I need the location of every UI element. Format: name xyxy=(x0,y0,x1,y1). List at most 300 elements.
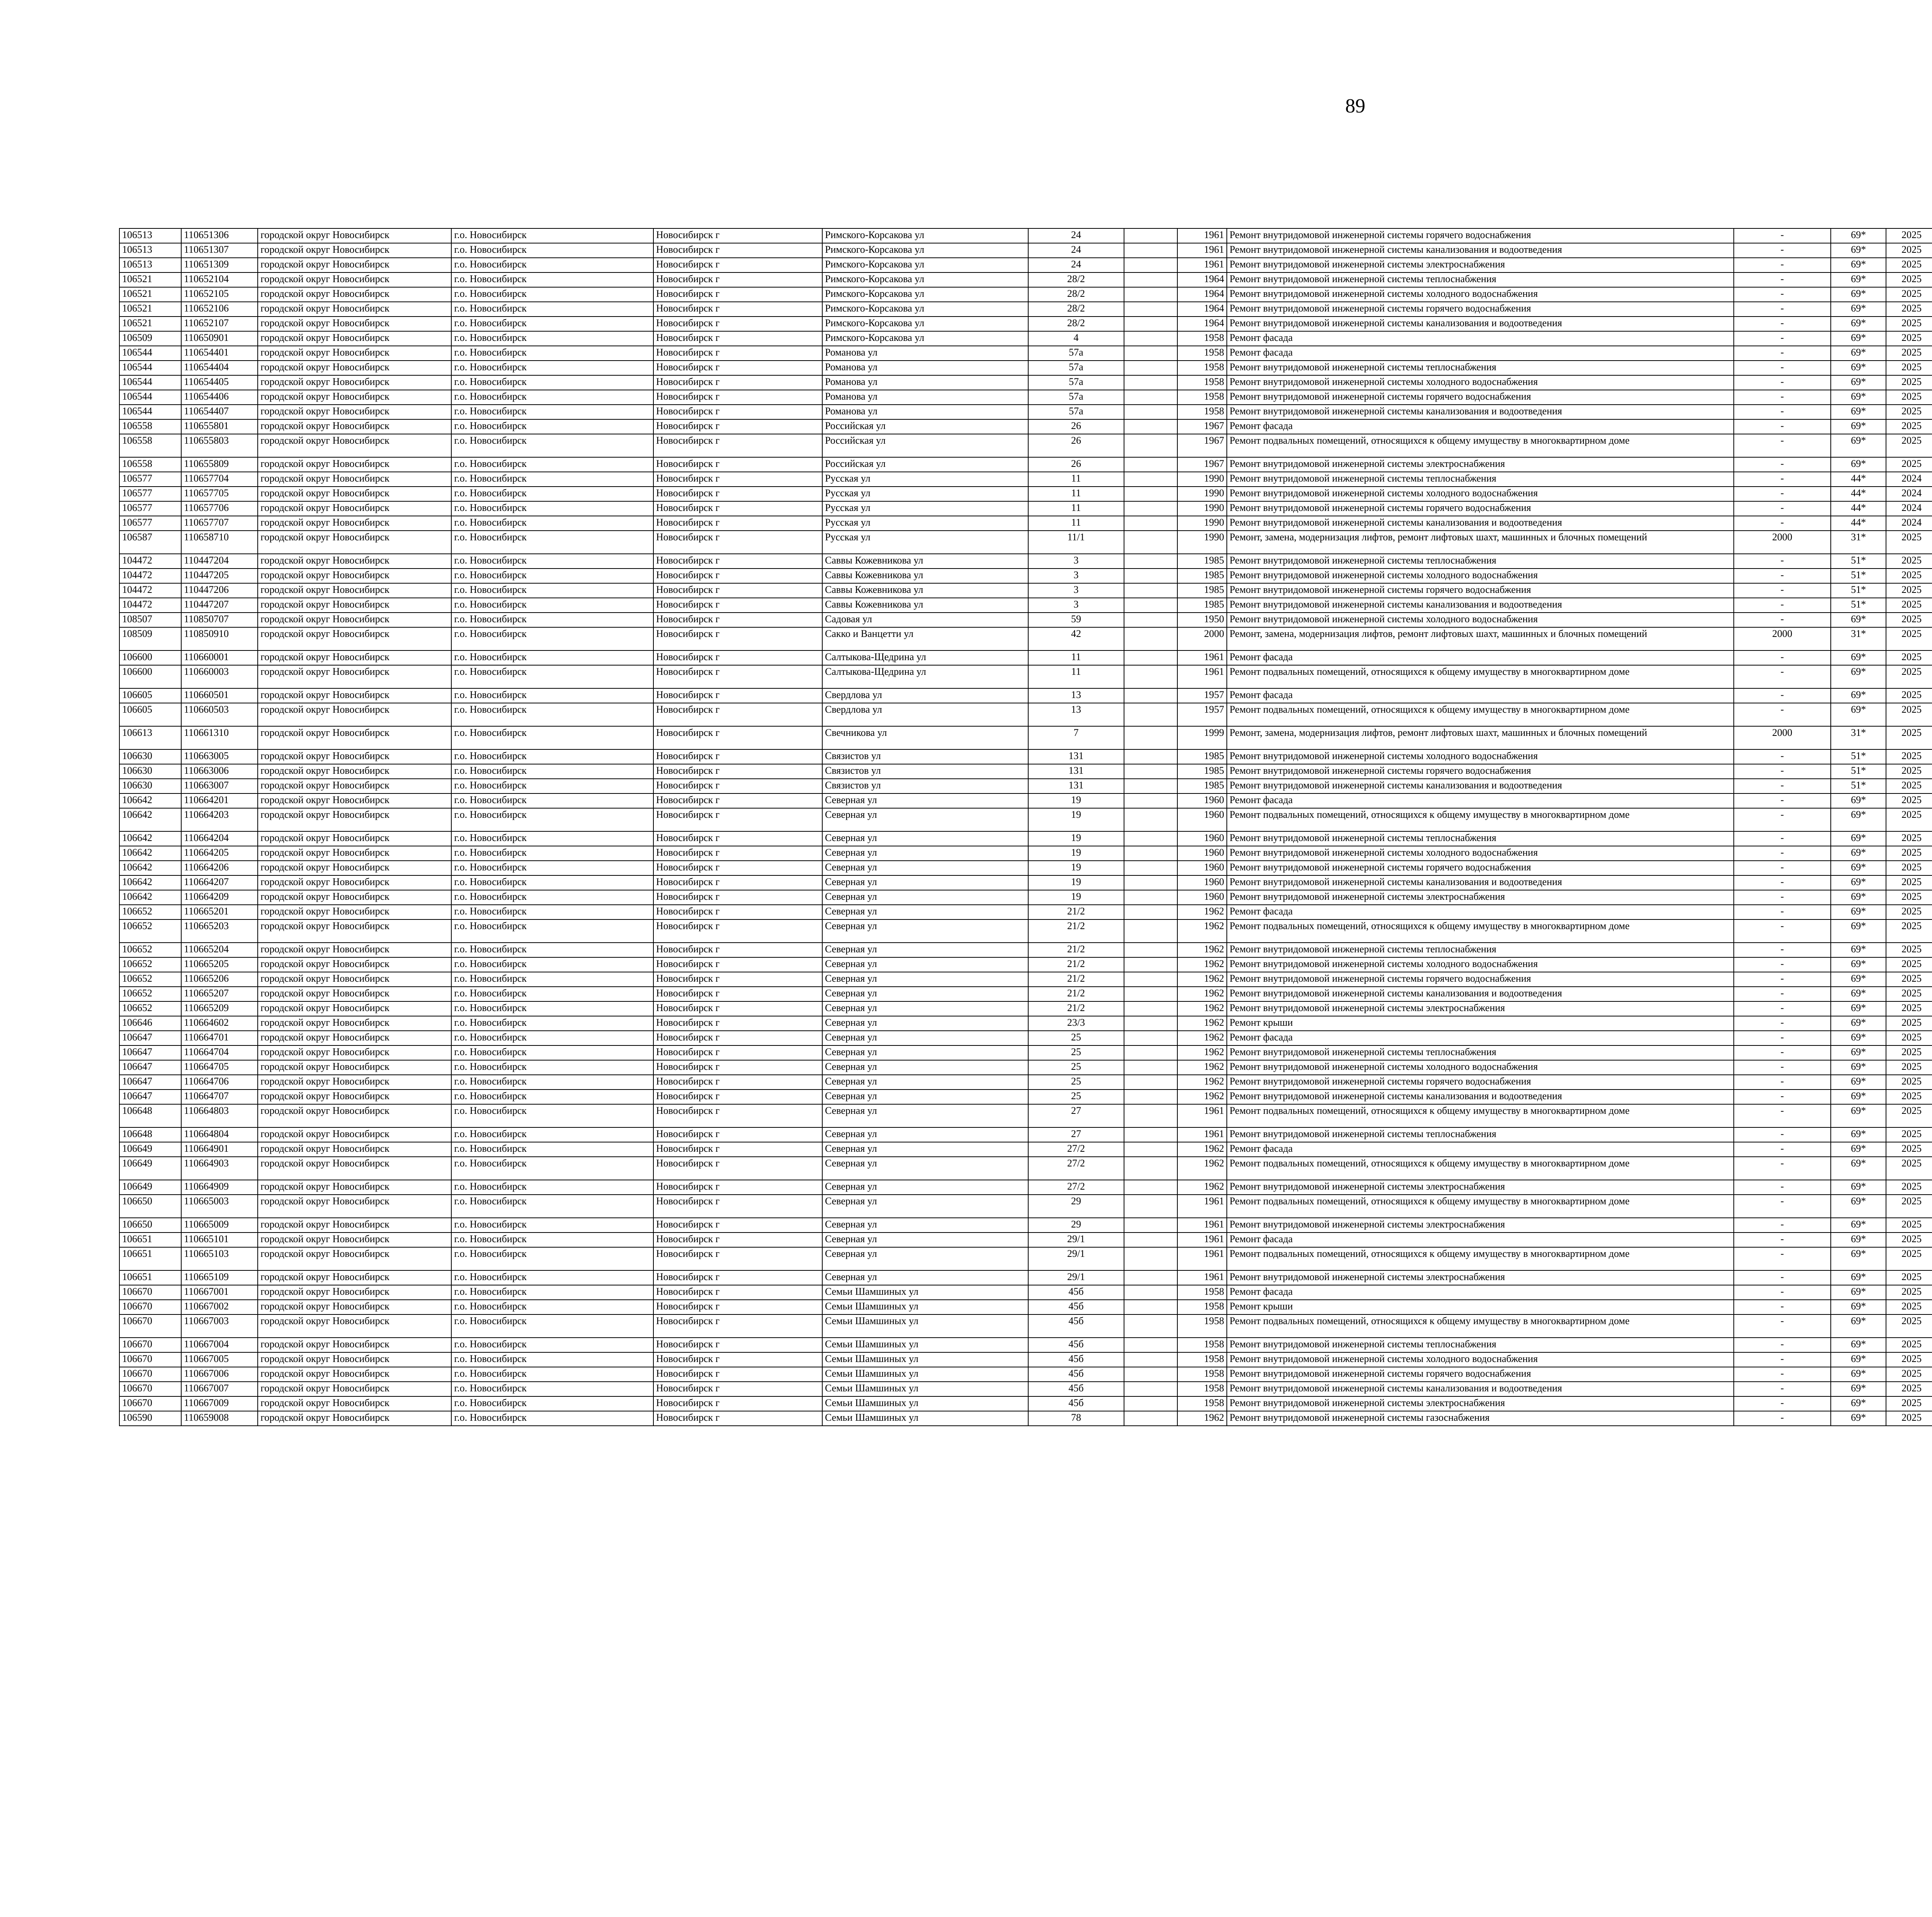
cell-work-id: 110447207 xyxy=(181,598,258,613)
table-row xyxy=(119,272,1932,287)
cell-build-year: 1985 xyxy=(1177,779,1227,793)
cell-street: Русская ул xyxy=(822,472,1028,487)
table-row xyxy=(119,1127,1932,1142)
cell-locality: Новосибирск г xyxy=(653,613,822,627)
cell-house-number: 45б xyxy=(1028,1352,1124,1367)
cell-locality: Новосибирск г xyxy=(653,749,822,764)
cell-building xyxy=(1124,1180,1178,1195)
cell-work-type: Ремонт фасада xyxy=(1227,650,1734,665)
cell-municipality: г.о. Новосибирск xyxy=(451,764,653,779)
cell-build-year: 1962 xyxy=(1177,1411,1227,1426)
cell-street: Семьи Шамшиных ул xyxy=(822,1367,1028,1382)
table-row xyxy=(119,957,1932,972)
cell-work-id: 110654404 xyxy=(181,361,258,375)
cell-work-id: 110667003 xyxy=(181,1314,258,1338)
cell-street: Северная ул xyxy=(822,808,1028,831)
cell-house-number: 26 xyxy=(1028,419,1124,434)
cell-street: Семьи Шамшиных ул xyxy=(822,1352,1028,1367)
cell-municipality: г.о. Новосибирск xyxy=(451,1411,653,1426)
cell-building xyxy=(1124,1142,1178,1157)
cell-elevator-count: - xyxy=(1734,613,1831,627)
cell-house-id: 106587 xyxy=(119,531,181,554)
cell-plan-year-from: 2025 xyxy=(1886,831,1932,846)
cell-plan-year-from: 2025 xyxy=(1886,317,1932,331)
cell-municipality: г.о. Новосибирск xyxy=(451,1338,653,1352)
cell-street: Римского-Корсакова ул xyxy=(822,302,1028,317)
cell-building xyxy=(1124,419,1178,434)
cell-work-id: 110665103 xyxy=(181,1247,258,1270)
table-row xyxy=(119,1396,1932,1411)
cell-municipal-district: городской округ Новосибирск xyxy=(258,831,451,846)
cell-municipality: г.о. Новосибирск xyxy=(451,419,653,434)
cell-house-id: 106651 xyxy=(119,1247,181,1270)
cell-street: Северная ул xyxy=(822,861,1028,875)
cell-locality: Новосибирск г xyxy=(653,302,822,317)
cell-municipality: г.о. Новосибирск xyxy=(451,1352,653,1367)
cell-build-year: 1964 xyxy=(1177,287,1227,302)
cell-municipality: г.о. Новосибирск xyxy=(451,583,653,598)
cell-build-year: 1999 xyxy=(1177,726,1227,749)
cell-elevator-count: - xyxy=(1734,1300,1831,1314)
cell-wear-percent: 69* xyxy=(1831,905,1886,919)
cell-plan-year-from: 2025 xyxy=(1886,1016,1932,1031)
cell-street: Северная ул xyxy=(822,1270,1028,1285)
cell-elevator-count: - xyxy=(1734,1270,1831,1285)
cell-house-number: 57а xyxy=(1028,390,1124,405)
cell-elevator-count: - xyxy=(1734,1180,1831,1195)
cell-building xyxy=(1124,1104,1178,1127)
cell-work-id: 110664204 xyxy=(181,831,258,846)
cell-elevator-count: 2000 xyxy=(1734,627,1831,650)
cell-locality: Новосибирск г xyxy=(653,258,822,272)
cell-house-number: 13 xyxy=(1028,703,1124,726)
cell-street: Северная ул xyxy=(822,957,1028,972)
cell-elevator-count: - xyxy=(1734,1233,1831,1247)
cell-house-number: 19 xyxy=(1028,890,1124,905)
cell-municipal-district: городской округ Новосибирск xyxy=(258,1180,451,1195)
cell-building xyxy=(1124,228,1178,243)
cell-work-id: 110654406 xyxy=(181,390,258,405)
cell-locality: Новосибирск г xyxy=(653,1180,822,1195)
cell-municipality: г.о. Новосибирск xyxy=(451,749,653,764)
cell-building xyxy=(1124,1218,1178,1233)
cell-wear-percent: 31* xyxy=(1831,726,1886,749)
cell-house-id: 106642 xyxy=(119,846,181,861)
cell-locality: Новосибирск г xyxy=(653,331,822,346)
cell-municipality: г.о. Новосибирск xyxy=(451,726,653,749)
cell-municipality: г.о. Новосибирск xyxy=(451,243,653,258)
cell-wear-percent: 51* xyxy=(1831,598,1886,613)
cell-municipality: г.о. Новосибирск xyxy=(451,688,653,703)
cell-house-id: 106670 xyxy=(119,1352,181,1367)
cell-municipal-district: городской округ Новосибирск xyxy=(258,987,451,1001)
cell-work-id: 110667006 xyxy=(181,1367,258,1382)
cell-street: Северная ул xyxy=(822,1247,1028,1270)
cell-house-number: 57а xyxy=(1028,405,1124,419)
cell-build-year: 1962 xyxy=(1177,1001,1227,1016)
cell-elevator-count: - xyxy=(1734,258,1831,272)
cell-build-year: 1958 xyxy=(1177,1338,1227,1352)
cell-work-id: 110664706 xyxy=(181,1075,258,1090)
table-row xyxy=(119,361,1932,375)
cell-build-year: 1958 xyxy=(1177,346,1227,361)
table-row xyxy=(119,613,1932,627)
cell-municipality: г.о. Новосибирск xyxy=(451,1195,653,1218)
cell-work-id: 110665203 xyxy=(181,919,258,943)
cell-street: Северная ул xyxy=(822,987,1028,1001)
cell-municipal-district: городской округ Новосибирск xyxy=(258,346,451,361)
cell-wear-percent: 69* xyxy=(1831,875,1886,890)
cell-plan-year-from: 2025 xyxy=(1886,665,1932,688)
cell-house-id: 106650 xyxy=(119,1218,181,1233)
cell-house-number: 25 xyxy=(1028,1045,1124,1060)
cell-building xyxy=(1124,1060,1178,1075)
cell-work-id: 110665204 xyxy=(181,943,258,957)
cell-municipal-district: городской округ Новосибирск xyxy=(258,764,451,779)
cell-build-year: 1960 xyxy=(1177,831,1227,846)
cell-building xyxy=(1124,1338,1178,1352)
cell-plan-year-from: 2025 xyxy=(1886,1127,1932,1142)
cell-municipal-district: городской округ Новосибирск xyxy=(258,1411,451,1426)
cell-wear-percent: 69* xyxy=(1831,287,1886,302)
cell-wear-percent: 44* xyxy=(1831,516,1886,531)
cell-municipality: г.о. Новосибирск xyxy=(451,1396,653,1411)
cell-wear-percent: 51* xyxy=(1831,583,1886,598)
cell-building xyxy=(1124,375,1178,390)
cell-municipal-district: городской округ Новосибирск xyxy=(258,554,451,569)
cell-building xyxy=(1124,613,1178,627)
cell-build-year: 1985 xyxy=(1177,598,1227,613)
cell-municipality: г.о. Новосибирск xyxy=(451,346,653,361)
cell-work-id: 110665207 xyxy=(181,987,258,1001)
cell-build-year: 1958 xyxy=(1177,1314,1227,1338)
cell-plan-year-from: 2025 xyxy=(1886,272,1932,287)
cell-house-number: 29 xyxy=(1028,1195,1124,1218)
cell-elevator-count: - xyxy=(1734,1031,1831,1045)
cell-elevator-count: - xyxy=(1734,554,1831,569)
cell-house-id: 106577 xyxy=(119,516,181,531)
cell-house-number: 45б xyxy=(1028,1338,1124,1352)
cell-build-year: 1962 xyxy=(1177,1180,1227,1195)
cell-build-year: 1958 xyxy=(1177,1382,1227,1396)
cell-municipality: г.о. Новосибирск xyxy=(451,957,653,972)
cell-municipal-district: городской округ Новосибирск xyxy=(258,569,451,583)
cell-wear-percent: 69* xyxy=(1831,1233,1886,1247)
cell-municipal-district: городской округ Новосибирск xyxy=(258,598,451,613)
cell-municipality: г.о. Новосибирск xyxy=(451,501,653,516)
cell-locality: Новосибирск г xyxy=(653,1090,822,1104)
cell-house-number: 21/2 xyxy=(1028,957,1124,972)
cell-work-id: 110660501 xyxy=(181,688,258,703)
cell-house-number: 25 xyxy=(1028,1075,1124,1090)
cell-wear-percent: 69* xyxy=(1831,1352,1886,1367)
cell-house-id: 106670 xyxy=(119,1285,181,1300)
cell-house-number: 29/1 xyxy=(1028,1270,1124,1285)
cell-house-number: 45б xyxy=(1028,1367,1124,1382)
cell-work-id: 110667002 xyxy=(181,1300,258,1314)
cell-building xyxy=(1124,1075,1178,1090)
cell-house-id: 106670 xyxy=(119,1300,181,1314)
cell-elevator-count: - xyxy=(1734,346,1831,361)
cell-building xyxy=(1124,457,1178,472)
cell-work-type: Ремонт внутридомовой инженерной системы электроснабжения xyxy=(1227,258,1734,272)
cell-build-year: 1962 xyxy=(1177,1031,1227,1045)
cell-building xyxy=(1124,331,1178,346)
cell-locality: Новосибирск г xyxy=(653,583,822,598)
cell-build-year: 1961 xyxy=(1177,1247,1227,1270)
cell-work-type: Ремонт внутридомовой инженерной системы электроснабжения xyxy=(1227,1270,1734,1285)
table-row xyxy=(119,1247,1932,1270)
cell-wear-percent: 69* xyxy=(1831,1075,1886,1090)
cell-build-year: 1958 xyxy=(1177,1367,1227,1382)
cell-house-id: 106652 xyxy=(119,957,181,972)
cell-municipality: г.о. Новосибирск xyxy=(451,1104,653,1127)
cell-plan-year-from: 2025 xyxy=(1886,583,1932,598)
cell-locality: Новосибирск г xyxy=(653,875,822,890)
table-row xyxy=(119,726,1932,749)
cell-wear-percent: 69* xyxy=(1831,987,1886,1001)
cell-elevator-count: - xyxy=(1734,598,1831,613)
cell-municipality: г.о. Новосибирск xyxy=(451,272,653,287)
cell-street: Северная ул xyxy=(822,890,1028,905)
cell-work-id: 110654407 xyxy=(181,405,258,419)
cell-street: Садовая ул xyxy=(822,613,1028,627)
cell-work-id: 110664205 xyxy=(181,846,258,861)
cell-municipal-district: городской округ Новосибирск xyxy=(258,1285,451,1300)
table-row xyxy=(119,1270,1932,1285)
cell-house-id: 106647 xyxy=(119,1060,181,1075)
cell-elevator-count: - xyxy=(1734,1218,1831,1233)
cell-build-year: 1958 xyxy=(1177,331,1227,346)
cell-municipal-district: городской округ Новосибирск xyxy=(258,272,451,287)
cell-work-id: 110658710 xyxy=(181,531,258,554)
cell-build-year: 1985 xyxy=(1177,554,1227,569)
cell-build-year: 1985 xyxy=(1177,764,1227,779)
cell-house-id: 106558 xyxy=(119,434,181,457)
cell-elevator-count: - xyxy=(1734,957,1831,972)
cell-work-type: Ремонт подвальных помещений, относящихся к общему имуществу в многоквартирном доме xyxy=(1227,1157,1734,1180)
cell-elevator-count: - xyxy=(1734,972,1831,987)
cell-house-number: 3 xyxy=(1028,569,1124,583)
cell-elevator-count: - xyxy=(1734,487,1831,501)
cell-elevator-count: 2000 xyxy=(1734,726,1831,749)
cell-house-id: 106521 xyxy=(119,317,181,331)
cell-house-number: 27 xyxy=(1028,1127,1124,1142)
cell-building xyxy=(1124,808,1178,831)
cell-elevator-count: - xyxy=(1734,779,1831,793)
cell-build-year: 1990 xyxy=(1177,501,1227,516)
cell-wear-percent: 51* xyxy=(1831,569,1886,583)
cell-elevator-count: - xyxy=(1734,890,1831,905)
cell-house-id: 106652 xyxy=(119,1001,181,1016)
cell-municipality: г.о. Новосибирск xyxy=(451,875,653,890)
cell-wear-percent: 69* xyxy=(1831,650,1886,665)
cell-municipal-district: городской округ Новосибирск xyxy=(258,1218,451,1233)
cell-locality: Новосибирск г xyxy=(653,726,822,749)
cell-work-type: Ремонт внутридомовой инженерной системы канализования и водоотведения xyxy=(1227,243,1734,258)
cell-build-year: 1990 xyxy=(1177,516,1227,531)
cell-house-id: 106648 xyxy=(119,1104,181,1127)
cell-work-id: 110663006 xyxy=(181,764,258,779)
cell-work-id: 110667007 xyxy=(181,1382,258,1396)
cell-work-id: 110447205 xyxy=(181,569,258,583)
cell-elevator-count: - xyxy=(1734,1396,1831,1411)
cell-plan-year-from: 2024 xyxy=(1886,501,1932,516)
cell-municipality: г.о. Новосибирск xyxy=(451,1270,653,1285)
cell-house-id: 106648 xyxy=(119,1127,181,1142)
cell-work-id: 110665009 xyxy=(181,1218,258,1233)
table-row xyxy=(119,703,1932,726)
cell-elevator-count: - xyxy=(1734,302,1831,317)
cell-work-id: 110665109 xyxy=(181,1270,258,1285)
cell-wear-percent: 69* xyxy=(1831,346,1886,361)
cell-street: Северная ул xyxy=(822,1180,1028,1195)
cell-house-id: 106558 xyxy=(119,419,181,434)
cell-work-type: Ремонт внутридомовой инженерной системы теплоснабжения xyxy=(1227,361,1734,375)
cell-municipal-district: городской округ Новосибирск xyxy=(258,361,451,375)
cell-build-year: 1961 xyxy=(1177,228,1227,243)
cell-wear-percent: 69* xyxy=(1831,831,1886,846)
cell-build-year: 1960 xyxy=(1177,793,1227,808)
cell-wear-percent: 69* xyxy=(1831,1396,1886,1411)
cell-street: Семьи Шамшиных ул xyxy=(822,1338,1028,1352)
cell-locality: Новосибирск г xyxy=(653,1300,822,1314)
cell-house-id: 106670 xyxy=(119,1382,181,1396)
cell-work-type: Ремонт внутридомовой инженерной системы горячего водоснабжения xyxy=(1227,583,1734,598)
cell-house-id: 106544 xyxy=(119,405,181,419)
cell-work-type: Ремонт подвальных помещений, относящихся к общему имуществу в многоквартирном доме xyxy=(1227,808,1734,831)
cell-street: Римского-Корсакова ул xyxy=(822,317,1028,331)
cell-building xyxy=(1124,1396,1178,1411)
cell-plan-year-from: 2025 xyxy=(1886,1090,1932,1104)
cell-build-year: 1958 xyxy=(1177,375,1227,390)
table-row xyxy=(119,1142,1932,1157)
cell-house-id: 106513 xyxy=(119,228,181,243)
cell-municipality: г.о. Новосибирск xyxy=(451,1045,653,1060)
cell-plan-year-from: 2025 xyxy=(1886,726,1932,749)
cell-build-year: 1958 xyxy=(1177,1352,1227,1367)
cell-locality: Новосибирск г xyxy=(653,487,822,501)
cell-locality: Новосибирск г xyxy=(653,434,822,457)
cell-building xyxy=(1124,987,1178,1001)
cell-elevator-count: - xyxy=(1734,764,1831,779)
cell-build-year: 1961 xyxy=(1177,1195,1227,1218)
cell-plan-year-from: 2025 xyxy=(1886,1247,1932,1270)
cell-wear-percent: 69* xyxy=(1831,665,1886,688)
cell-elevator-count: - xyxy=(1734,1142,1831,1157)
cell-plan-year-from: 2025 xyxy=(1886,1338,1932,1352)
cell-plan-year-from: 2025 xyxy=(1886,258,1932,272)
cell-elevator-count: - xyxy=(1734,703,1831,726)
cell-plan-year-from: 2025 xyxy=(1886,569,1932,583)
cell-plan-year-from: 2025 xyxy=(1886,375,1932,390)
cell-building xyxy=(1124,583,1178,598)
works-registry-table xyxy=(119,228,1932,1426)
cell-municipal-district: городской округ Новосибирск xyxy=(258,390,451,405)
cell-house-number: 21/2 xyxy=(1028,905,1124,919)
cell-street: Северная ул xyxy=(822,1001,1028,1016)
cell-plan-year-from: 2025 xyxy=(1886,650,1932,665)
cell-plan-year-from: 2025 xyxy=(1886,1352,1932,1367)
cell-wear-percent: 69* xyxy=(1831,258,1886,272)
cell-municipal-district: городской округ Новосибирск xyxy=(258,434,451,457)
cell-plan-year-from: 2025 xyxy=(1886,228,1932,243)
cell-work-type: Ремонт внутридомовой инженерной системы электроснабжения xyxy=(1227,890,1734,905)
cell-elevator-count: - xyxy=(1734,749,1831,764)
cell-house-id: 106544 xyxy=(119,361,181,375)
cell-elevator-count: - xyxy=(1734,501,1831,516)
cell-plan-year-from: 2025 xyxy=(1886,1060,1932,1075)
table-row xyxy=(119,1233,1932,1247)
cell-elevator-count: - xyxy=(1734,472,1831,487)
cell-elevator-count: - xyxy=(1734,1060,1831,1075)
cell-wear-percent: 69* xyxy=(1831,1218,1886,1233)
cell-street: Романова ул xyxy=(822,375,1028,390)
cell-work-id: 110667005 xyxy=(181,1352,258,1367)
cell-street: Салтыкова-Щедрина ул xyxy=(822,650,1028,665)
cell-work-id: 110447206 xyxy=(181,583,258,598)
cell-wear-percent: 69* xyxy=(1831,375,1886,390)
cell-plan-year-from: 2025 xyxy=(1886,875,1932,890)
cell-municipal-district: городской округ Новосибирск xyxy=(258,779,451,793)
cell-locality: Новосибирск г xyxy=(653,905,822,919)
cell-municipal-district: городской округ Новосибирск xyxy=(258,331,451,346)
cell-house-id: 106521 xyxy=(119,302,181,317)
cell-work-type: Ремонт подвальных помещений, относящихся к общему имуществу в многоквартирном доме xyxy=(1227,703,1734,726)
cell-municipal-district: городской округ Новосибирск xyxy=(258,943,451,957)
cell-building xyxy=(1124,1157,1178,1180)
cell-work-id: 110664909 xyxy=(181,1180,258,1195)
cell-house-id: 106613 xyxy=(119,726,181,749)
cell-build-year: 1964 xyxy=(1177,302,1227,317)
cell-house-number: 26 xyxy=(1028,457,1124,472)
cell-elevator-count: - xyxy=(1734,361,1831,375)
cell-work-type: Ремонт фасада xyxy=(1227,1233,1734,1247)
cell-building xyxy=(1124,890,1178,905)
cell-locality: Новосибирск г xyxy=(653,1352,822,1367)
cell-building xyxy=(1124,650,1178,665)
cell-street: Северная ул xyxy=(822,1104,1028,1127)
table-row xyxy=(119,531,1932,554)
table-row xyxy=(119,302,1932,317)
cell-locality: Новосибирск г xyxy=(653,516,822,531)
cell-wear-percent: 69* xyxy=(1831,613,1886,627)
cell-street: Семьи Шамшиных ул xyxy=(822,1285,1028,1300)
cell-house-id: 106544 xyxy=(119,346,181,361)
cell-wear-percent: 69* xyxy=(1831,793,1886,808)
cell-street: Римского-Корсакова ул xyxy=(822,331,1028,346)
cell-build-year: 1962 xyxy=(1177,1075,1227,1090)
cell-build-year: 1960 xyxy=(1177,861,1227,875)
cell-building xyxy=(1124,302,1178,317)
cell-municipal-district: городской округ Новосибирск xyxy=(258,1001,451,1016)
table-row xyxy=(119,516,1932,531)
cell-house-number: 78 xyxy=(1028,1411,1124,1426)
cell-work-type: Ремонт фасада xyxy=(1227,331,1734,346)
cell-street: Семьи Шамшиных ул xyxy=(822,1300,1028,1314)
cell-wear-percent: 69* xyxy=(1831,957,1886,972)
cell-municipality: г.о. Новосибирск xyxy=(451,1060,653,1075)
cell-municipal-district: городской округ Новосибирск xyxy=(258,317,451,331)
cell-house-number: 3 xyxy=(1028,554,1124,569)
cell-house-number: 27/2 xyxy=(1028,1142,1124,1157)
cell-municipality: г.о. Новосибирск xyxy=(451,331,653,346)
table-row xyxy=(119,569,1932,583)
cell-street: Семьи Шамшиных ул xyxy=(822,1411,1028,1426)
cell-locality: Новосибирск г xyxy=(653,1411,822,1426)
cell-building xyxy=(1124,1247,1178,1270)
cell-wear-percent: 51* xyxy=(1831,764,1886,779)
